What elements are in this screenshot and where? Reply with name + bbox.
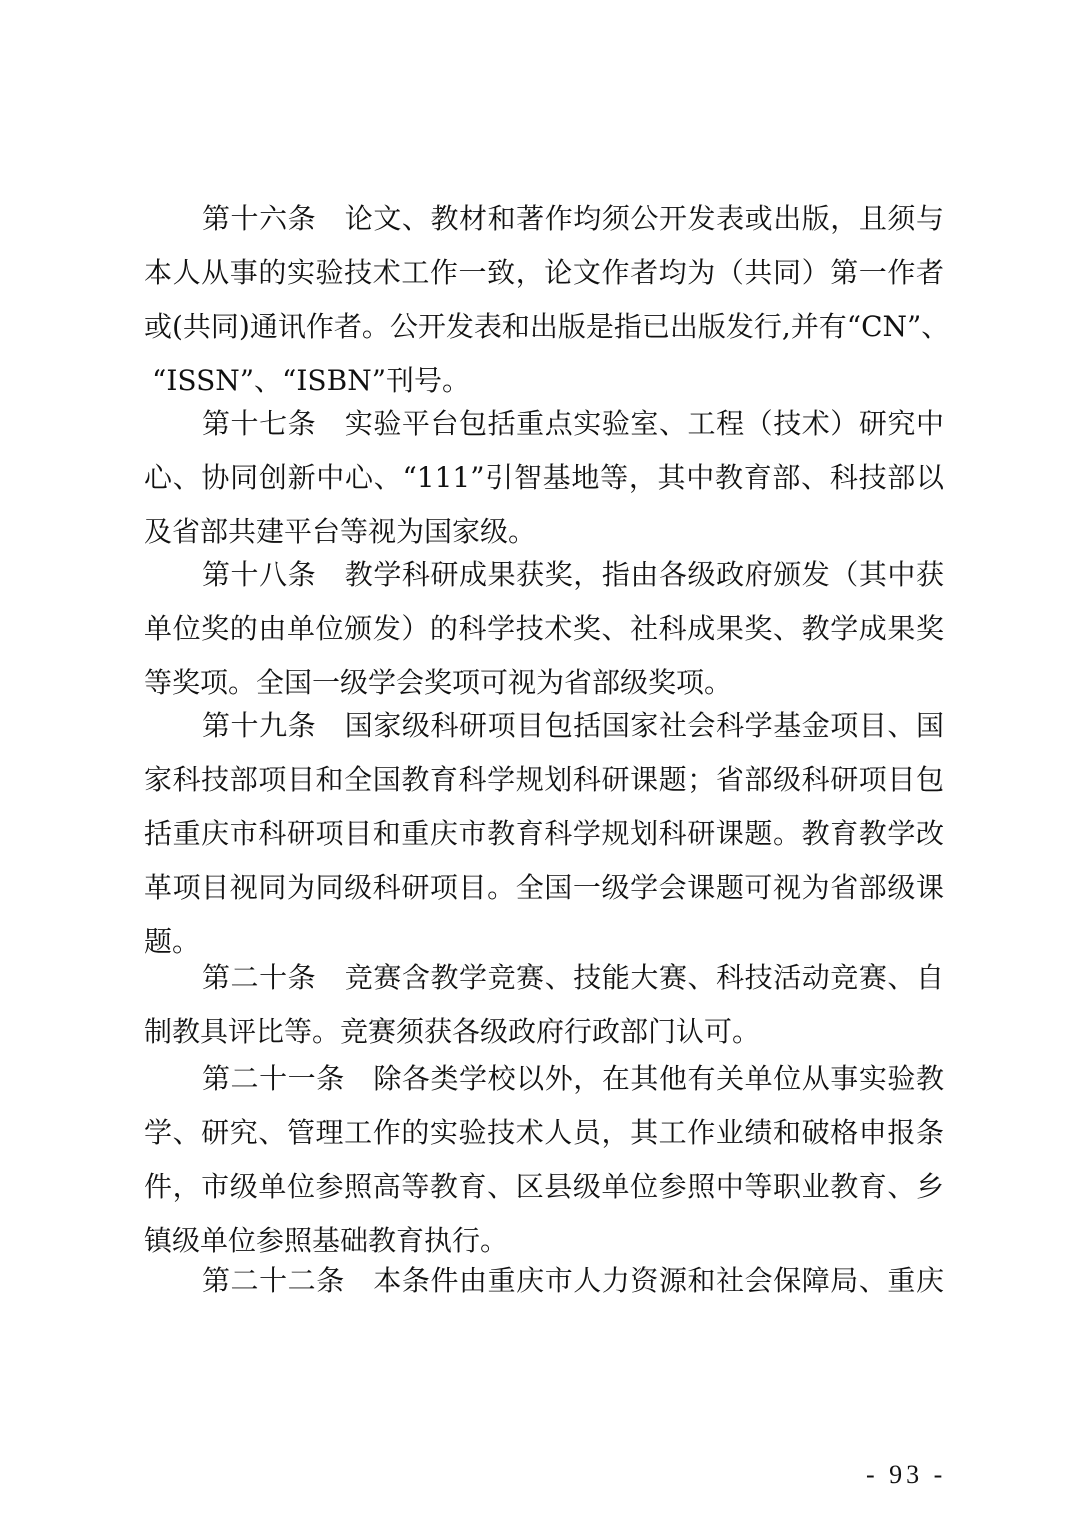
article-16-line-3: 或(共同)通讯作者。公开发表和出版是指已出版发行,并有“CN”、 bbox=[144, 310, 950, 343]
article-21 bbox=[144, 1052, 944, 1268]
article-19-line-5: 题。 bbox=[144, 925, 201, 958]
article-20-line-1: 第二十条 竞赛含教学竞赛、技能大赛、科技活动竞赛、自 bbox=[202, 961, 944, 994]
article-16-line-1: 第十六条 论文、教材和著作均须公开发表或出版，且须与 bbox=[202, 202, 944, 235]
article-18-line-3: 等奖项。全国一级学会奖项可视为省部级奖项。 bbox=[144, 666, 733, 699]
article-21-line-3: 件，市级单位参照高等教育、区县级单位参照中等职业教育、乡 bbox=[144, 1170, 944, 1203]
article-17-line-2: 心、协同创新中心、“111”引智基地等，其中教育部、科技部以 bbox=[144, 461, 944, 494]
article-18-line-2: 单位奖的由单位颁发）的科学技术奖、社科成果奖、教学成果奖 bbox=[144, 612, 944, 645]
article-20 bbox=[144, 951, 944, 1059]
article-17-line-1: 第十七条 实验平台包括重点实验室、工程（技术）研究中 bbox=[202, 407, 944, 440]
article-19 bbox=[144, 699, 944, 969]
article-19-line-2: 家科技部项目和全国教育科学规划科研课题；省部级科研项目包 bbox=[144, 763, 944, 796]
article-19-line-4: 革项目视同为同级科研项目。全国一级学会课题可视为省部级课 bbox=[144, 871, 944, 904]
article-18-line-1: 第十八条 教学科研成果获奖，指由各级政府颁发（其中获 bbox=[202, 558, 944, 591]
article-17-line-3: 及省部共建平台等视为国家级。 bbox=[144, 515, 537, 548]
article-16 bbox=[144, 192, 950, 408]
article-22 bbox=[144, 1254, 944, 1308]
article-16-line-2: 本人从事的实验技术工作一致，论文作者均为（共同）第一作者 bbox=[144, 256, 944, 289]
article-19-line-3: 括重庆市科研项目和重庆市教育科学规划科研课题。教育教学改 bbox=[144, 817, 944, 850]
article-16-line-4: “ISSN”、“ISBN”刊号。 bbox=[152, 364, 471, 397]
article-17 bbox=[144, 397, 944, 559]
article-18 bbox=[144, 548, 944, 710]
article-19-line-1: 第十九条 国家级科研项目包括国家社会科学基金项目、国 bbox=[202, 709, 944, 742]
article-21-line-4: 镇级单位参照基础教育执行。 bbox=[144, 1224, 509, 1257]
article-22-line-1: 第二十二条 本条件由重庆市人力资源和社会保障局、重庆 bbox=[202, 1264, 944, 1297]
page-number: - 93 - bbox=[866, 1460, 947, 1489]
article-21-line-2: 学、研究、管理工作的实验技术人员，其工作业绩和破格申报条 bbox=[144, 1116, 944, 1149]
article-20-line-2: 制教具评比等。竞赛须获各级政府行政部门认可。 bbox=[144, 1015, 761, 1048]
article-21-line-1: 第二十一条 除各类学校以外，在其他有关单位从事实验教 bbox=[202, 1062, 944, 1095]
